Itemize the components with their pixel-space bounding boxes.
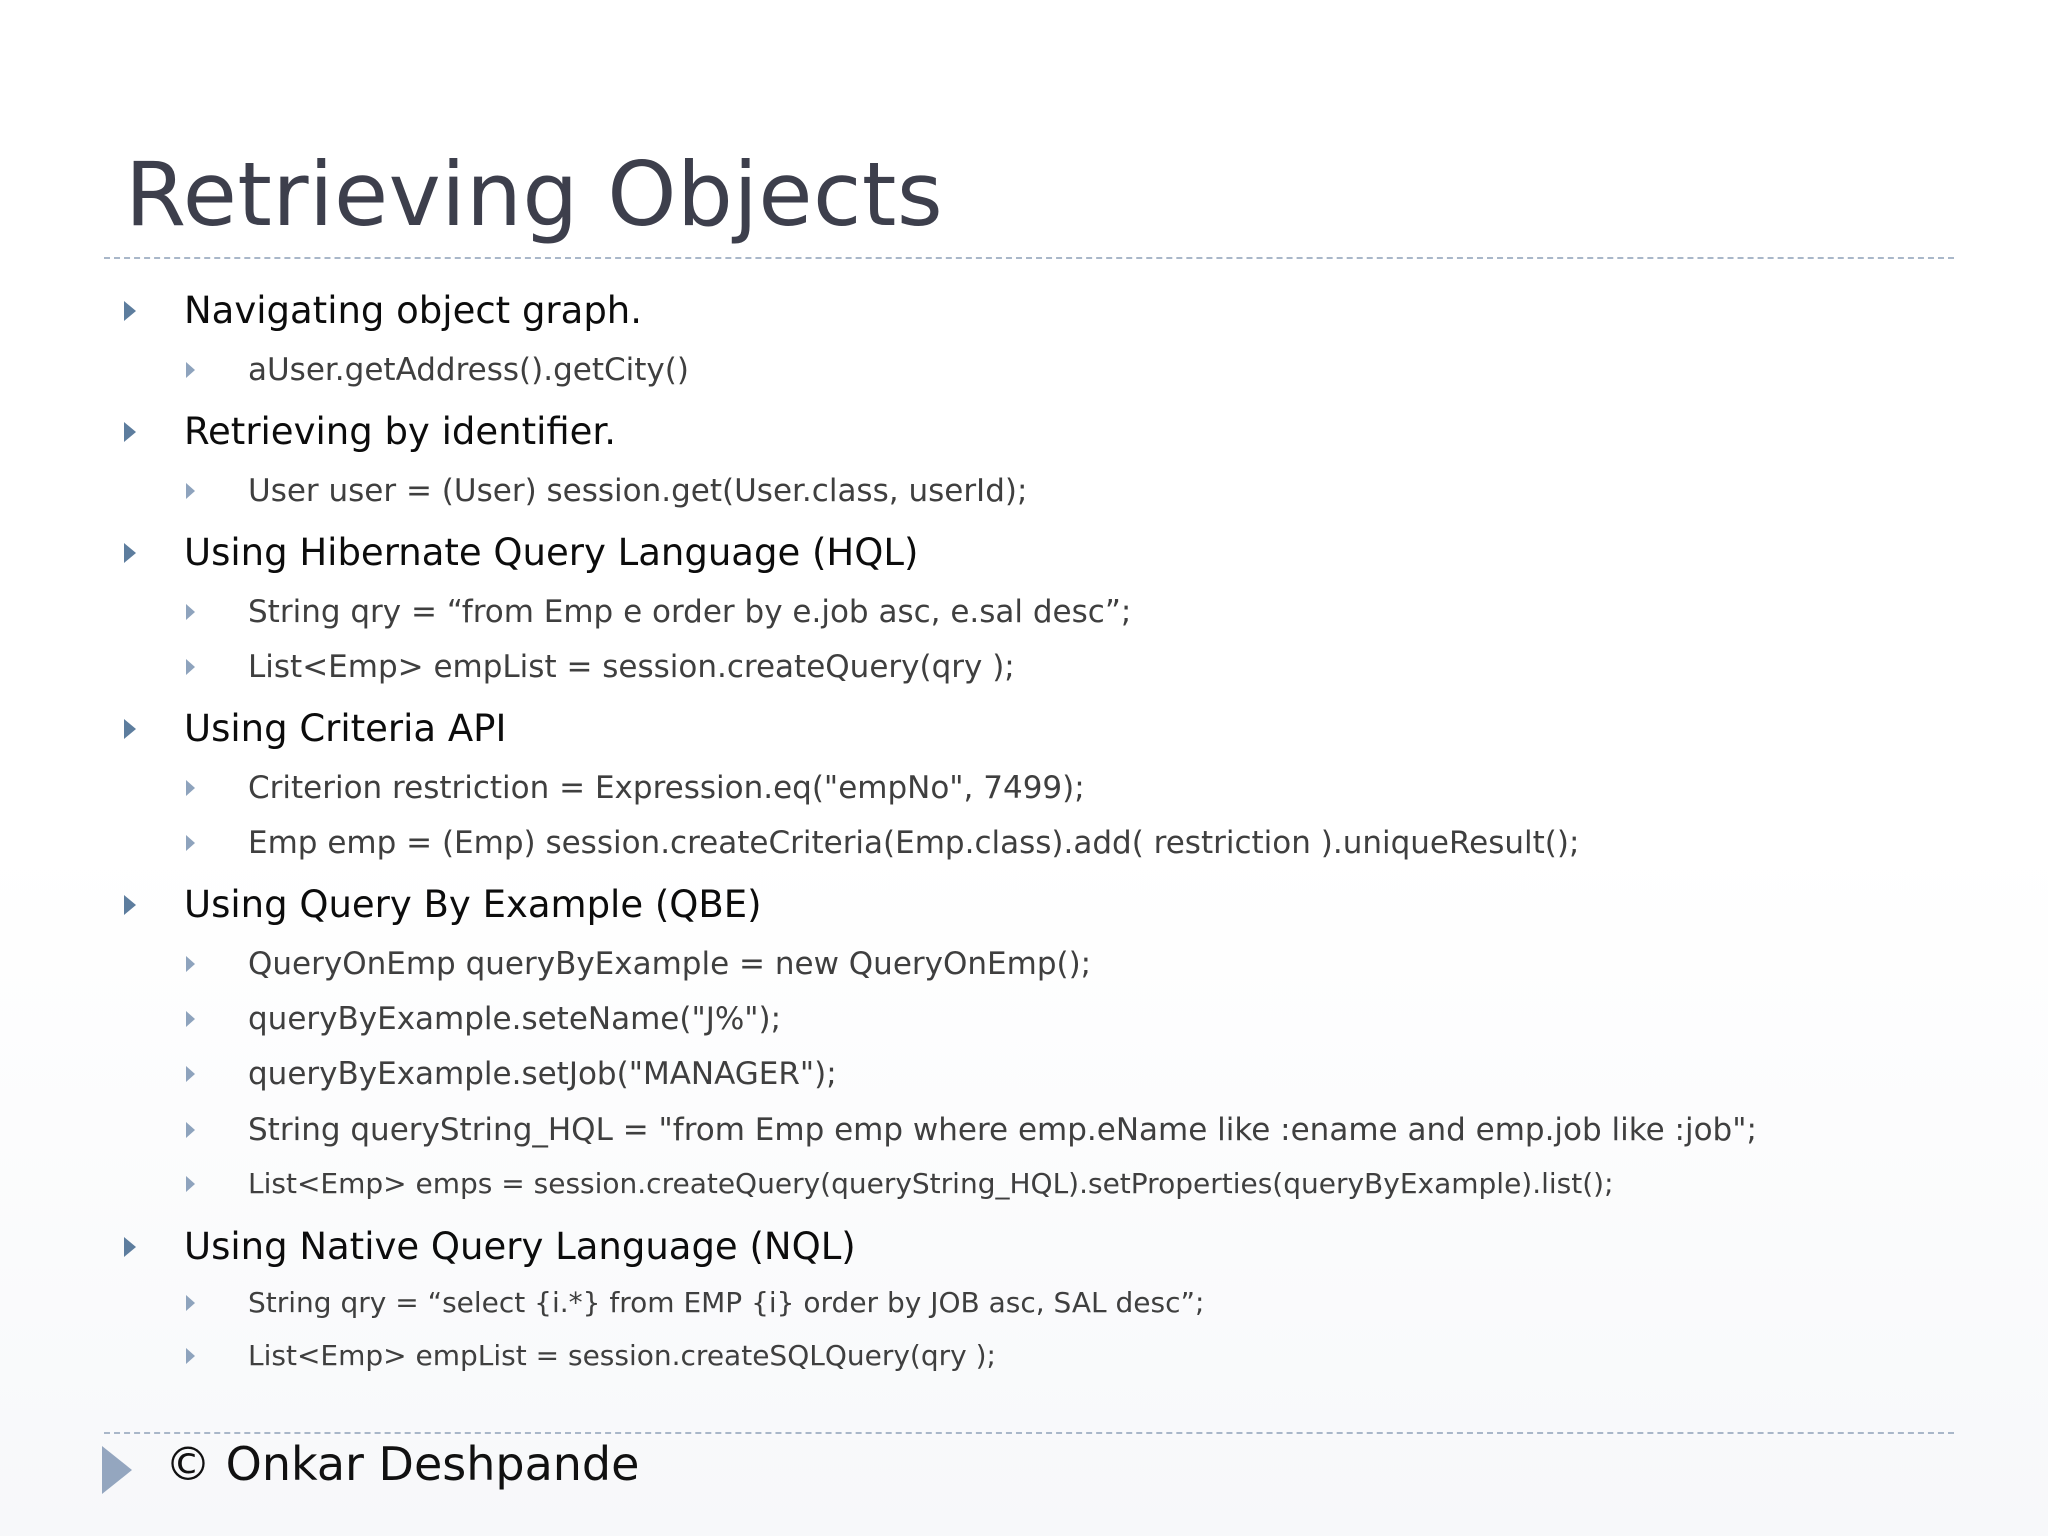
sub-bullet <box>186 768 1085 808</box>
bullet-arrow-icon <box>124 1237 136 1257</box>
sub-bullet-text: String queryString_HQL = "from Emp emp where emp.eName like :ename and emp.job like :job"; <box>248 1112 1757 1148</box>
bullet-arrow-icon <box>124 422 136 442</box>
sub-bullet-text: aUser.getAddress().getCity() <box>248 352 689 388</box>
sub-bullet-text: String qry = “from Emp e order by e.job asc, e.sal desc”; <box>248 594 1132 630</box>
sub-bullet-arrow-icon <box>186 1011 195 1027</box>
sub-bullet-text: List<Emp> empList = session.createSQLQuery(qry ); <box>248 1339 996 1372</box>
bullet-text: Using Criteria API <box>184 707 507 750</box>
sub-bullet-arrow-icon <box>186 780 195 796</box>
sub-bullet-text: Criterion restriction = Expression.eq("empNo", 7499); <box>248 770 1085 806</box>
sub-bullet-text: List<Emp> empList = session.createQuery(qry ); <box>248 649 1015 685</box>
sub-bullet-arrow-icon <box>186 1122 195 1138</box>
sub-bullet <box>186 647 1015 687</box>
bullet-qbe <box>124 883 762 927</box>
bullet-text: Using Hibernate Query Language (HQL) <box>184 531 919 574</box>
bullet-arrow-icon <box>124 895 136 915</box>
sub-bullet-arrow-icon <box>186 483 195 499</box>
sub-bullet <box>186 592 1131 632</box>
bullet-nql <box>124 1225 856 1269</box>
bullet-navigating-object-graph <box>124 289 642 333</box>
bullet-arrow-icon <box>124 719 136 739</box>
sub-bullet-arrow-icon <box>186 1176 195 1192</box>
sub-bullet-arrow-icon <box>186 1066 195 1082</box>
bullet-arrow-icon <box>124 301 136 321</box>
sub-bullet-arrow-icon <box>186 362 195 378</box>
sub-bullet-text: Emp emp = (Emp) session.createCriteria(Emp.class).add( restriction ).uniqueResult(); <box>248 825 1580 861</box>
sub-bullet <box>186 1054 837 1094</box>
sub-bullet-text: queryByExample.seteName("J%"); <box>248 1001 782 1037</box>
bullet-text: Navigating object graph. <box>184 289 643 332</box>
slide-title: Retrieving Objects <box>125 143 944 246</box>
footer-arrow-icon <box>102 1446 132 1494</box>
sub-bullet <box>186 1164 1614 1204</box>
sub-bullet-arrow-icon <box>186 1295 195 1311</box>
bullet-hql <box>124 531 918 575</box>
sub-bullet-arrow-icon <box>186 659 195 675</box>
sub-bullet-text: User user = (User) session.get(User.class, userId); <box>248 473 1028 509</box>
bullet-arrow-icon <box>124 543 136 563</box>
sub-bullet-text: queryByExample.setJob("MANAGER"); <box>248 1056 837 1092</box>
title-divider <box>104 257 1954 259</box>
footer-copyright: © Onkar Deshpande <box>165 1437 640 1491</box>
bullet-text: Using Query By Example (QBE) <box>184 883 762 926</box>
sub-bullet <box>186 1110 1757 1150</box>
sub-bullet <box>186 471 1027 511</box>
sub-bullet <box>186 999 781 1039</box>
sub-bullet <box>186 350 689 390</box>
bullet-retrieving-by-identifier <box>124 410 616 454</box>
bullet-text: Using Native Query Language (NQL) <box>184 1225 856 1268</box>
sub-bullet <box>186 944 1091 984</box>
bullet-text: Retrieving by identifier. <box>184 410 617 453</box>
sub-bullet <box>186 1336 996 1376</box>
sub-bullet <box>186 823 1579 863</box>
bullet-criteria-api <box>124 707 506 751</box>
sub-bullet-arrow-icon <box>186 1348 195 1364</box>
sub-bullet-arrow-icon <box>186 835 195 851</box>
sub-bullet-text: List<Emp> emps = session.createQuery(queryString_HQL).setProperties(queryByExample).list(); <box>248 1167 1614 1200</box>
sub-bullet-text: QueryOnEmp queryByExample = new QueryOnEmp(); <box>248 946 1092 982</box>
sub-bullet-text: String qry = “select {i.*} from EMP {i} order by JOB asc, SAL desc”; <box>248 1286 1205 1319</box>
sub-bullet <box>186 1283 1204 1323</box>
sub-bullet-arrow-icon <box>186 604 195 620</box>
sub-bullet-arrow-icon <box>186 956 195 972</box>
